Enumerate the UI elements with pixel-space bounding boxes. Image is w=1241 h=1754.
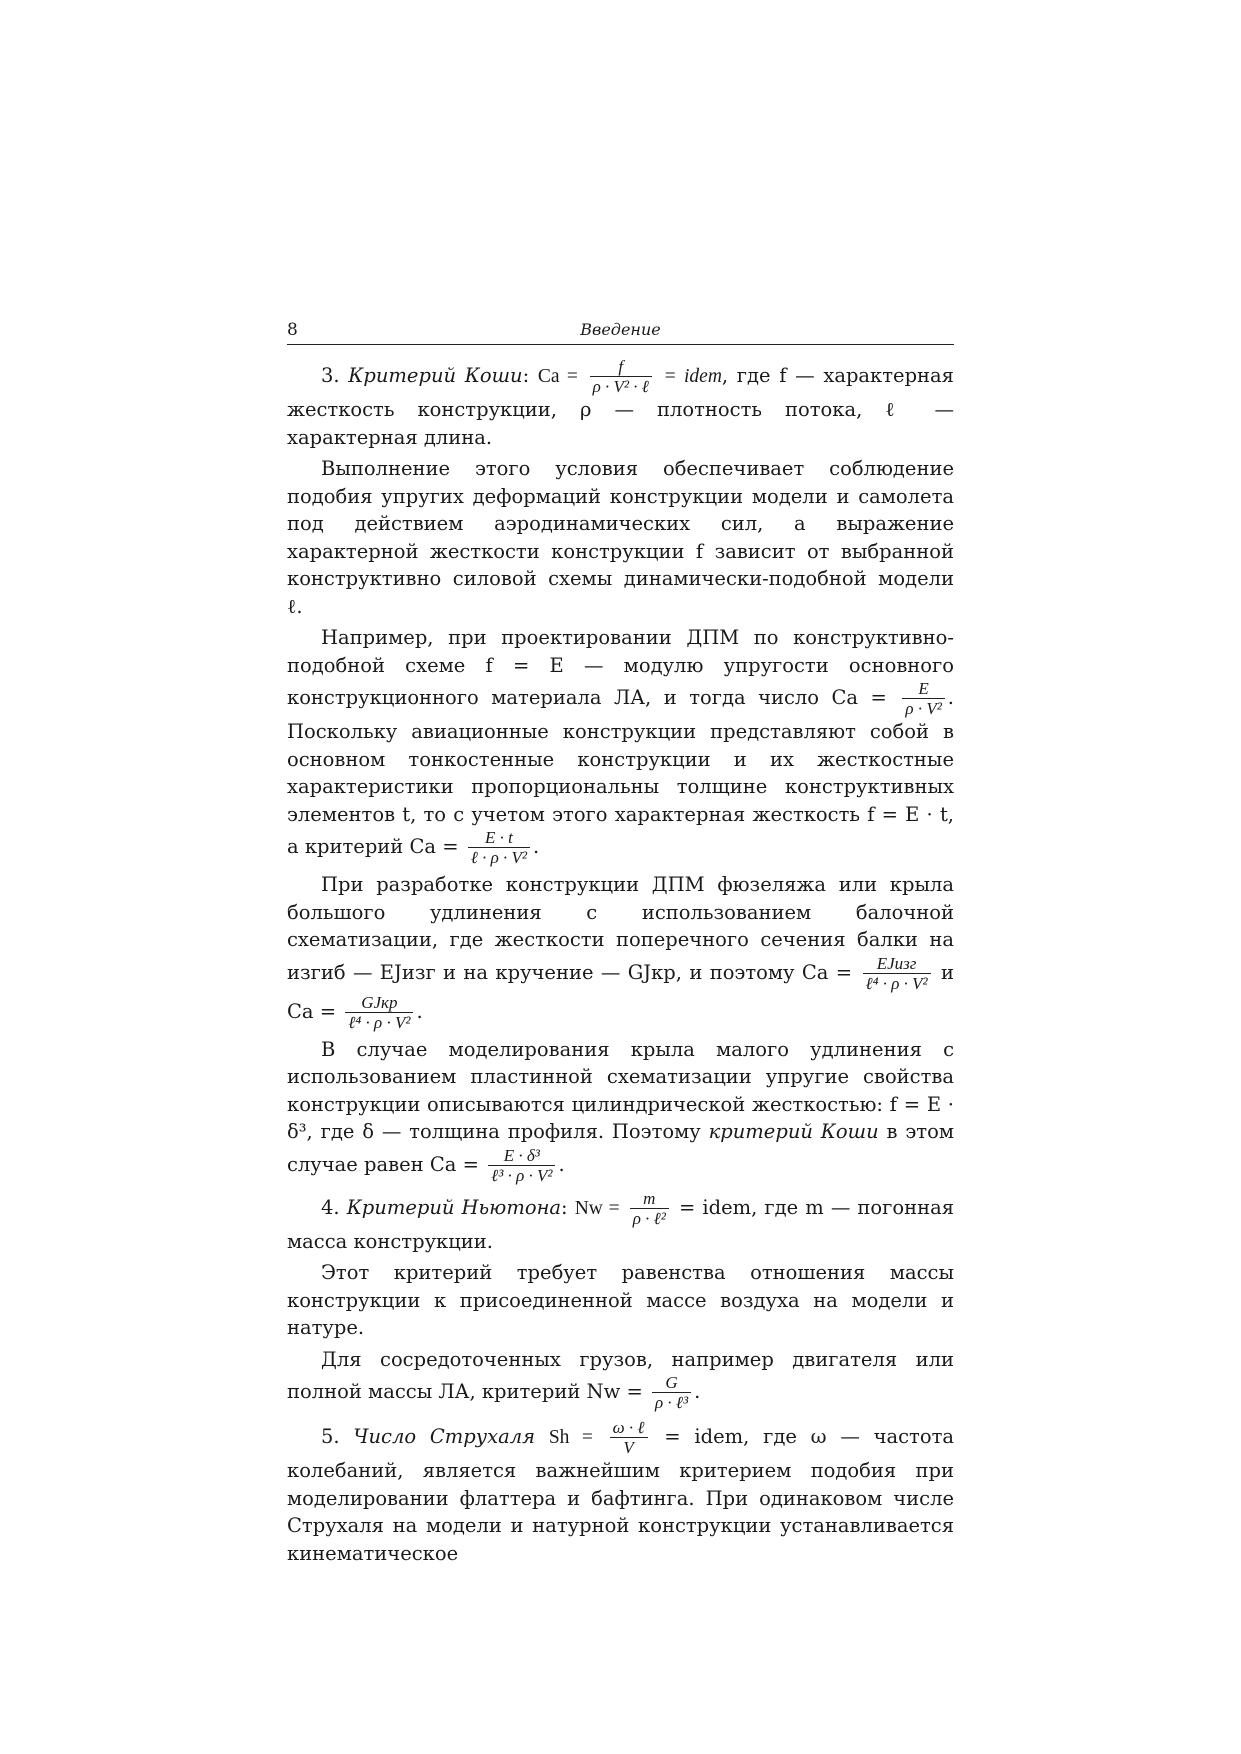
formula-ca-et: $\frac{E \cdot t}{\text{ℓ · ρ · V²}}$ (468, 828, 530, 867)
paragraph-cauchy-criterion: 3. Критерий Коши: Ca = $\frac{f}{\text{ρ · V² · ℓ}}$ = idem, где f — характерная жесткость конструкции, ρ — плотность потока, ℓ — характерная длина. (287, 357, 954, 449)
paragraph-deformation-similarity: Выполнение этого условия обеспечивает соблюдение подобия упругих деформаций конструкции модели и самолета под действием аэродинамических сил, а выражение характерной жесткости конструкции f зависит от выбранной конструктивно силовой схемы динамически-подобной модели ℓ. (287, 457, 954, 618)
criterion-title: Число Струхаля (353, 1425, 536, 1448)
criterion-title: Критерий Ньютона (346, 1195, 562, 1219)
formula-nw-g: $\frac{G}{\text{ρ · ℓ³}}$ (652, 1373, 691, 1412)
paragraph-beam-schematization: При разработке конструкции ДПМ фюзеляжа или крыла большого удлинения с использованием балочной схематизации, где жесткости поперечного сечения балки на изгиб — EJизг и на кручение — GJкр, и поэтому Ca = $\frac{\text{EJизг}}{\text{ℓ⁴ · ρ · V²}}$ и Ca = $\frac{\text{GJкр}}{\text{ℓ⁴ · ρ · V²}}$ . (287, 873, 954, 1032)
running-title: Введение (580, 320, 661, 339)
formula-ca-torsion: $\frac{\text{GJкр}}{\text{ℓ⁴ · ρ · V²}}$ (345, 993, 413, 1032)
paragraph-plate-schematization: В случае моделирования крыла малого удлинения с использованием пластинной схематизации упругие свойства конструкции описываются цилиндрической жесткостью: f = E · δ³, где δ — толщина профиля. Поэтому критерий Коши в этом случае равен Ca = $\frac{\text{E · δ³}}{\text{ℓ³ · ρ · V²}}$ . (287, 1037, 954, 1185)
newton-formula: $\frac{m}{\text{ρ · ℓ²}}$ (630, 1189, 669, 1228)
running-header (287, 318, 954, 345)
paragraph-added-mass: Этот критерий требует равенства отношения массы конструкции к присоединенной массе воздуха на модели и натуре. (287, 1261, 954, 1339)
paragraph-strouhal-number: 5. Число Струхаля Sh = $\frac{\text{ω · ℓ}}{V}$ = idem, где ω — частота колебаний, является важнейшим критерием подобия при моделировании флаттера и бафтинга. При одинаковом числе Струхаля на модели и натурной конструкции устанавливается кинематическое (287, 1418, 955, 1565)
paragraph-example-dpm: Например, при проектировании ДПМ по конструктивно-подобной схеме f = E — модулю упругости основного конструкционного материала ЛА, и тогда число Ca = $\frac{E}{\text{ρ · V²}}$ . Поскольку авиационные конструкции представляют собой в основном тонкостенные конструкции и их жесткостные характеристики пропорциональны толщине конструктивных элементов t, то с учетом этого характерная жесткость f = E · t, а критерий Ca = $\frac{E \cdot t}{\text{ℓ · ρ · V²}}$ . (287, 626, 954, 867)
formula-ca-e: $\frac{E}{\text{ρ · V²}}$ (902, 679, 944, 718)
page (287, 318, 954, 1567)
paragraph-newton-criterion: 4. Критерий Ньютона: Nw = $\frac{m}{\text{ρ · ℓ²}}$ = idem, где m — погонная масса конструкции. (287, 1188, 955, 1253)
cauchy-formula: $\frac{f}{\text{ρ · V² · ℓ}}$ (590, 357, 652, 396)
formula-ca-bending: $\frac{\text{EJизг}}{\text{ℓ⁴ · ρ · V²}}$ (863, 954, 931, 993)
criterion-title: Критерий Коши (348, 364, 523, 387)
paragraph-concentrated-loads: Для сосредоточенных грузов, например двигателя или полной массы ЛА, критерий Nw = $\frac{G}{\text{ρ · ℓ³}}$ . (287, 1347, 954, 1412)
body-text (287, 357, 954, 1567)
formula-ca-plate: $\frac{\text{E · δ³}}{\text{ℓ³ · ρ · V²}}$ (488, 1146, 555, 1185)
page-number: 8 (287, 320, 298, 340)
strouhal-formula: $\frac{\text{ω · ℓ}}{V}$ (610, 1418, 648, 1457)
